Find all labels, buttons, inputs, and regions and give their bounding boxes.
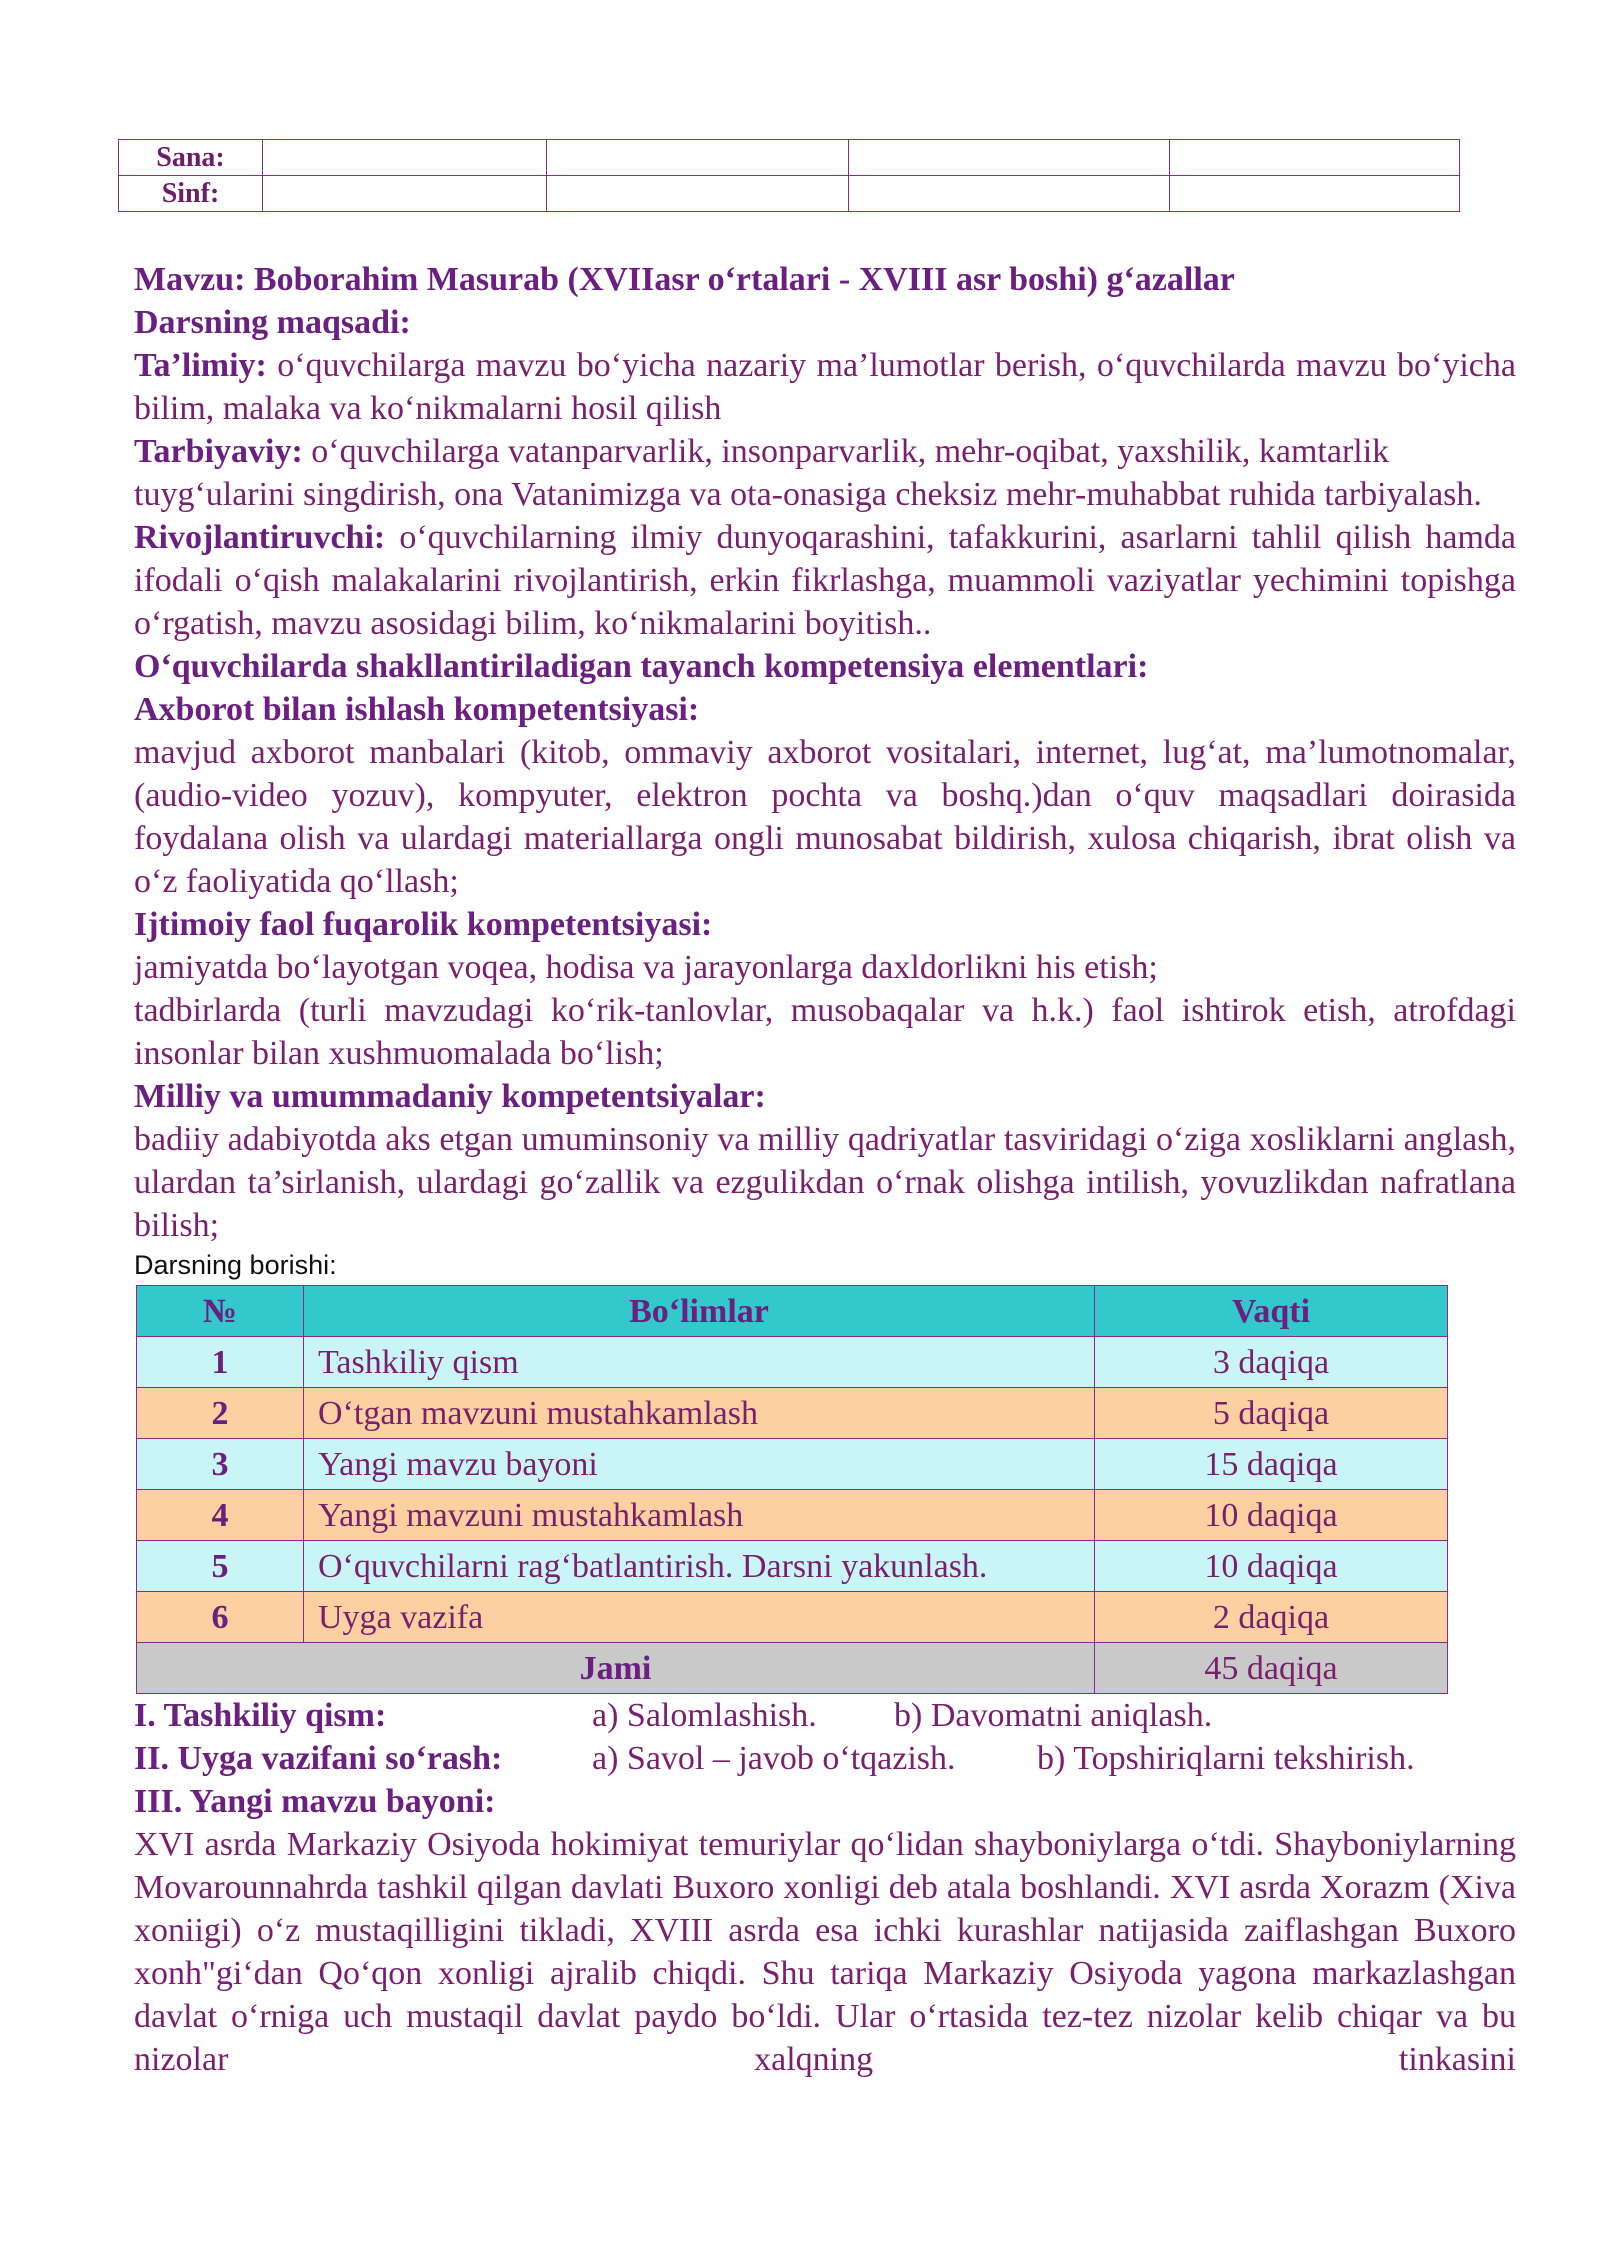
stage-step-b: b) Topshiriqlarni tekshirish. — [1037, 1740, 1415, 1777]
competence-text: tadbirlarda (turli mavzudagi ko‘rik-tanlovlar, musobaqalar va h.k.) faol ishtirok etish, atrofdagi insonlar bilan xushmuomalada bo‘lish; — [134, 992, 1516, 1072]
total-row — [137, 1643, 1448, 1694]
class-row — [119, 176, 1460, 212]
row-time: 2 daqiqa — [1095, 1592, 1448, 1643]
competence-title: Ijtimoiy faol fuqarolik kompetentsiyasi: — [134, 906, 713, 943]
stage-label: II. Uyga vazifani so‘rash: — [134, 1740, 503, 1777]
row-section: Tashkiliy qism — [304, 1337, 1095, 1388]
table-row — [137, 1337, 1448, 1388]
topic-title: Mavzu: Boborahim Masurab (XVIIasr o‘rtalari - XVIII asr boshi) g‘azallar — [134, 261, 1235, 298]
row-section: O‘quvchilarni rag‘batlantirish. Darsni yakunlash. — [304, 1541, 1095, 1592]
goal-text: o‘quvchilarning ilmiy dunyoqarashini, tafakkurini, asarlarni tahlil qilish hamda ifodali o‘qish malakalarini rivojlantirish, erkin fikrlashga, muammoli vaziyatlar yechimini topishga o‘rgatish, mavzu asosidagi bilim, ko‘nikmalarini boyitish.. — [134, 519, 1516, 642]
stage-label: I. Tashkiliy qism: — [134, 1697, 387, 1734]
goal-label: Rivojlantiruvchi: — [134, 519, 386, 556]
row-section: Yangi mavzu bayoni — [304, 1439, 1095, 1490]
stage-step-a: a) Savol – javob o‘tqazish. — [592, 1740, 956, 1777]
goal-text: o‘quvchilarga vatanparvarlik, insonparvarlik, mehr-oqibat, yaxshilik, kamtarlik tuyg‘ularini singdirish, ona Vatanimizga va ota-onasiga cheksiz mehr-muhabbat ruhida tarbiyalash. — [134, 433, 1482, 513]
new-topic-text: XVI asrda Markaziy Osiyoda hokimiyat temuriylar qo‘lidan shayboniylarga o‘tdi. Shayboniylarning Movarounnahrda tashkil qilgan davlati Buxoro xonligi deb atala boshlandi. XVI asrda Xorazm (Xiva xoniigi) o‘z mustaqilligini tikladi, XVIII asrda esa ichki kurashlar natijasida zaiflashgan Buxoro xonh"gi‘dan Qo‘qon xonligi ajralib chiqdi. Shu tariqa Markaziy Osiyoda yagona markazlashgan davlat o‘rniga uch mustaqil davlat paydo bo‘ldi. Ular o‘rtasida tez-tez nizolar kelib chiqar va bu nizolar xalqning tinkasini — [134, 1826, 1516, 2078]
stage-line — [134, 1737, 1516, 1780]
goals-heading: Darsning maqsadi: — [134, 304, 411, 341]
header-section: Bo‘limlar — [304, 1286, 1095, 1337]
table-header-row — [137, 1286, 1448, 1337]
goal-text: o‘quvchilarga mavzu bo‘yicha nazariy ma’lumotlar berish, o‘quvchilarda mavzu bo‘yicha bilim, malaka va ko‘nikmalarni hosil qilish — [134, 347, 1516, 427]
competence-text: badiiy adabiyotda aks etgan umuminsoniy va milliy qadriyatlar tasviridagi o‘ziga xosliklarni anglash, ulardan ta’sirlanish, ulardagi go‘zallik va ezgulikdan o‘rnak olishga intilish, yovuzlikdan nafratlana bilish; — [134, 1121, 1516, 1244]
row-time: 10 daqiqa — [1095, 1490, 1448, 1541]
row-section: Yangi mavzuni mustahkamlash — [304, 1490, 1095, 1541]
table-row — [137, 1490, 1448, 1541]
row-num: 1 — [137, 1337, 304, 1388]
row-time: 15 daqiqa — [1095, 1439, 1448, 1490]
table-row — [137, 1592, 1448, 1643]
total-label: Jami — [137, 1643, 1095, 1694]
competence-text: jamiyatda bo‘layotgan voqea, hodisa va jarayonlarga daxldorlikni his etish; — [134, 949, 1158, 986]
goal-educational — [134, 344, 1516, 430]
date-row — [119, 140, 1460, 176]
row-section: Uyga vazifa — [304, 1592, 1095, 1643]
date-label: Sana: — [119, 140, 263, 176]
goal-label: Tarbiyaviy: — [134, 433, 303, 470]
row-time: 10 daqiqa — [1095, 1541, 1448, 1592]
class-cell — [1170, 176, 1460, 212]
total-time: 45 daqiqa — [1095, 1643, 1448, 1694]
table-row — [137, 1541, 1448, 1592]
competence-heading: O‘quvchilarda shakllantiriladigan tayanch kompetensiya elementlari: — [134, 648, 1149, 685]
class-label: Sinf: — [119, 176, 263, 212]
date-class-table — [118, 139, 1460, 212]
header-num: № — [137, 1286, 304, 1337]
goal-developmental — [134, 516, 1516, 645]
table-row — [137, 1388, 1448, 1439]
row-num: 2 — [137, 1388, 304, 1439]
row-num: 6 — [137, 1592, 304, 1643]
date-cell — [547, 140, 849, 176]
lesson-flow-label: Darsning borishi: — [134, 1250, 337, 1280]
row-time: 5 daqiqa — [1095, 1388, 1448, 1439]
table-row — [137, 1439, 1448, 1490]
competence-title: Axborot bilan ishlash kompetentsiyasi: — [134, 691, 700, 728]
row-section: O‘tgan mavzuni mustahkamlash — [304, 1388, 1095, 1439]
row-num: 5 — [137, 1541, 304, 1592]
row-num: 4 — [137, 1490, 304, 1541]
goal-upbringing — [134, 430, 1516, 516]
competence-text: mavjud axborot manbalari (kitob, ommaviy axborot vositalari, internet, lug‘at, ma’lumotnomalar, (audio-video yozuv), kompyuter, elektron pochta va boshq.)dan o‘quv maqsadlari doirasida foydalana olish va ulardagi materiallarga ongli munosabat bildirish, xulosa chiqarish, ibrat olish va o‘z faoliyatida qo‘llash; — [134, 734, 1516, 900]
stage-line — [134, 1694, 1516, 1737]
class-cell — [849, 176, 1170, 212]
row-time: 3 daqiqa — [1095, 1337, 1448, 1388]
lesson-plan-body — [134, 258, 1516, 2081]
date-cell — [263, 140, 547, 176]
class-cell — [547, 176, 849, 212]
stage-step-a: a) Salomlashish. — [592, 1697, 817, 1734]
header-time: Vaqti — [1095, 1286, 1448, 1337]
goal-label: Ta’limiy: — [134, 347, 267, 384]
new-topic-heading: III. Yangi mavzu bayoni: — [134, 1783, 496, 1820]
stage-step-b: b) Davomatni aniqlash. — [894, 1697, 1213, 1734]
date-cell — [1170, 140, 1460, 176]
lesson-schedule-table — [136, 1285, 1448, 1694]
row-num: 3 — [137, 1439, 304, 1490]
class-cell — [263, 176, 547, 212]
date-cell — [849, 140, 1170, 176]
competence-title: Milliy va umummadaniy kompetentsiyalar: — [134, 1078, 766, 1115]
